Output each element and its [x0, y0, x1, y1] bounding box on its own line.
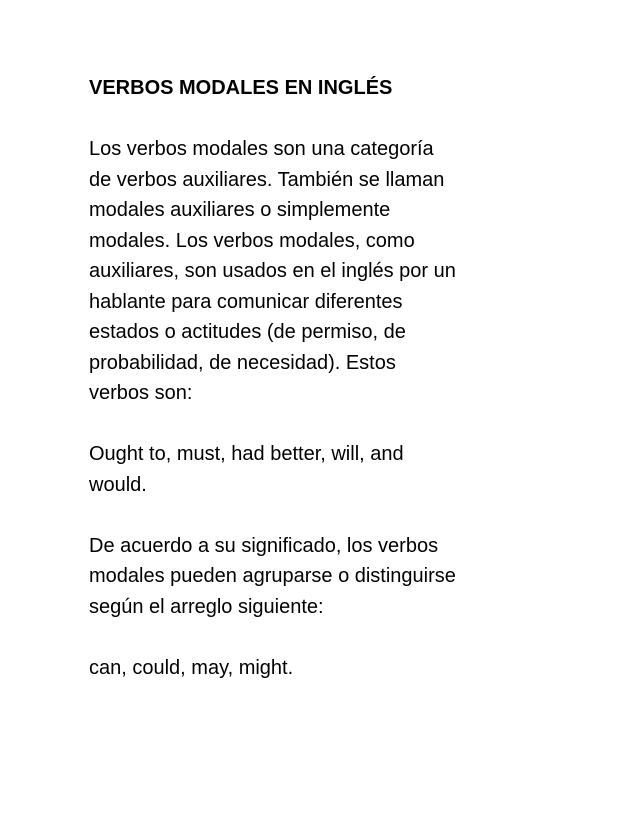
text-line: modales pueden agruparse o distinguirse: [89, 565, 456, 587]
text-line: probabilidad, de necesidad). Estos: [89, 351, 396, 374]
text-line: Ought to, must, had better, will, and: [89, 443, 404, 465]
paragraph-intro: [89, 134, 569, 409]
paragraph-modal-list: [89, 439, 569, 500]
text-line: verbos son:: [89, 382, 193, 404]
document-content: [89, 73, 569, 714]
paragraph-grouping: [89, 531, 569, 623]
text-line: modales. Los verbos modales, como: [89, 229, 415, 252]
text-line: De acuerdo a su significado, los verbos: [89, 534, 439, 557]
paragraph-examples: [89, 653, 569, 684]
text-line: Los verbos modales son una categoría: [89, 138, 434, 160]
text-line: auxiliares, son usados en el inglés por un: [89, 260, 456, 282]
text-line: estados o actitudes (de permiso, de: [89, 321, 406, 343]
text-line: de verbos auxiliares. También se llaman: [89, 168, 445, 191]
text-line: según el arreglo siguiente:: [89, 595, 324, 618]
text-line: hablante para comunicar diferentes: [89, 290, 403, 313]
text-line: would.: [89, 473, 147, 496]
text-line: modales auxiliares o simplemente: [89, 199, 391, 221]
text-line: can, could, may, might.: [89, 656, 294, 679]
document-title: VERBOS MODALES EN INGLÉS: [89, 77, 393, 99]
